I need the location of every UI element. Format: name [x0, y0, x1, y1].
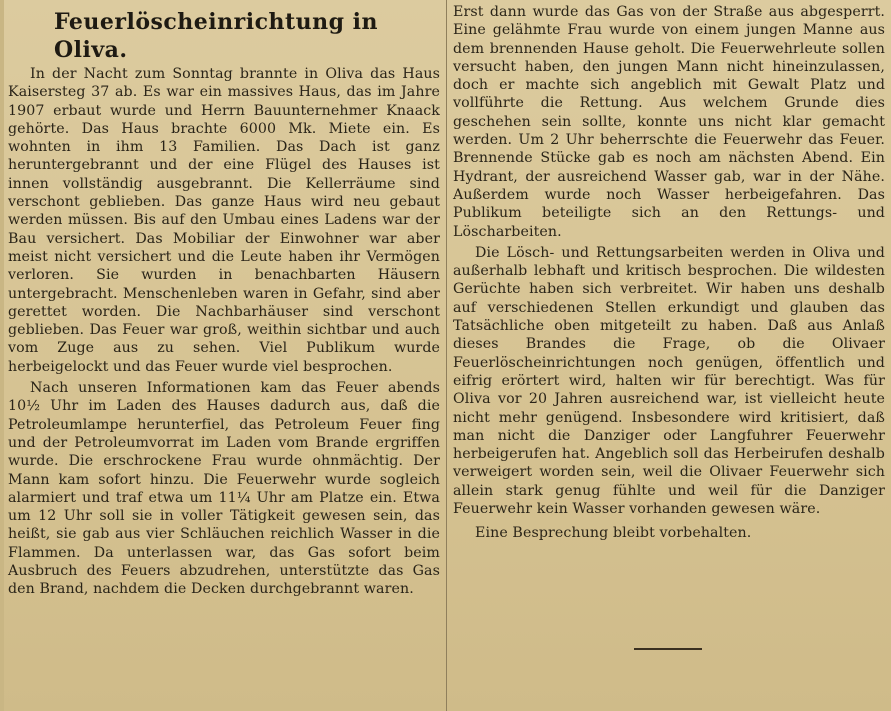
paragraph-rescue: Erst dann wurde das Gas von der Straße aus abgesperrt. Eine gelähmte Frau wurde von einem jungen Manne aus dem brennenden Hause geholt. Die Feuerwehrleute sollen versucht haben, den jungen Mann nicht hineinzulassen, doch er machte sich angeblich mit Gewalt Platz und vollführte die Rettung. Aus welchem Grunde dies geschehen sein sollte, konnte uns nicht klar gemacht werden. Um 2 Uhr beherrschte die Feuerwehr das Feuer. Brennende Stücke gab es noch am nächsten Abend. Ein Hydrant, der ausreichend Wasser gab, war in der Nähe. Außerdem wurde noch Wasser herbeigefahren. Das Publikum beteiligte sich an den Rettungs- und Löscharbeiten. [453, 4, 885, 240]
closing-line: Eine Besprechung bleibt vorbehalten. [475, 525, 752, 542]
paragraph-fire-cause: Nach unseren Informationen kam das Feuer abends 10½ Uhr im Laden des Hauses dadurch aus, daß die Petroleumlampe herunterfiel, das Petroleum Feuer fing und der Petroleumvorrat im Laden vom Brande ergriffen wurde. Die erschrockene Frau wurde ohnmächtig. Der Mann kam sofort hinzu. Die Feuerwehr wurde sogleich alarmiert und traf etwa um 11¼ Uhr am Platze ein. Etwa um 12 Uhr soll sie in voller Tätigkeit gewesen sein, das heißt, sie gab aus vier Schläuchen reichlich Wasser in die Flammen. Da unterlassen war, das Gas sofort beim Ausbruch des Feuers abzudrehen, unterstützte das Gas den Brand, nachdem die Decken durchgebrannt waren. [8, 380, 440, 598]
right-column [447, 0, 891, 711]
article-headline: Feuerlöscheinrichtung in Oliva. [54, 9, 379, 63]
paragraph-fire-report: In der Nacht zum Sonntag brannte in Oliva das Haus Kaisersteg 37 ab. Es war ein massives Haus, das im Jahre 1907 erbaut wurde und Herrn Bauunternehmer Knaack gehörte. Das Haus brachte 6000 Mk. Miete ein. Es wohnten in ihm 13 Familien. Das Dach ist ganz heruntergebrannt und der eine Flügel des Hauses ist innen vollständig ausgebrannt. Die Kellerräume sind verschont geblieben. Das ganze Haus wird neu gebaut werden müssen. Bis auf den Umbau eines Ladens war der Bau versichert. Das Mobiliar der Einwohner war aber meist nicht versichert und die Leute haben ihr Vermögen verloren. Sie wurden in benachbarten Häusern untergebracht. Menschenleben waren in Gefahr, sind aber gerettet worden. Die Nachbarhäuser sind verschont geblieben. Das Feuer war groß, weithin sichtbar und auch vom Zuge aus zu sehen. Viel Publikum wurde herbeigelockt und das Feuer wurde viel besprochen. [8, 66, 440, 375]
paragraph-criticism: Die Lösch- und Rettungsarbeiten werden in Oliva und außerhalb lebhaft und kritisch besprochen. Die wildesten Gerüchte haben sich verbreitet. Wir haben uns deshalb auf verschiedenen Stellen erkundigt und glauben das Tatsächliche oben mitgeteilt zu haben. Daß aus Anlaß dieses Brandes die Frage, ob die Olivaer Feuerlöscheinrichtungen noch genügen, öffentlich und eifrig erörtert wird, halten wir für berechtigt. Was für Oliva vor 20 Jahren ausreichend war, ist vielleicht heute nicht mehr genügend. Insbesondere wird kritisiert, daß man nicht die Danziger oder Langfuhrer Feuerwehr herbeigerufen hat. Angeblich soll das Herbeirufen deshalb verweigert worden sein, weil die Olivaer Feuerwehr sich allein stark genug fühlte und weil für die Danziger Feuerwehr kein Wasser vorhanden gewesen wäre. [453, 244, 885, 518]
end-rule [634, 648, 702, 650]
